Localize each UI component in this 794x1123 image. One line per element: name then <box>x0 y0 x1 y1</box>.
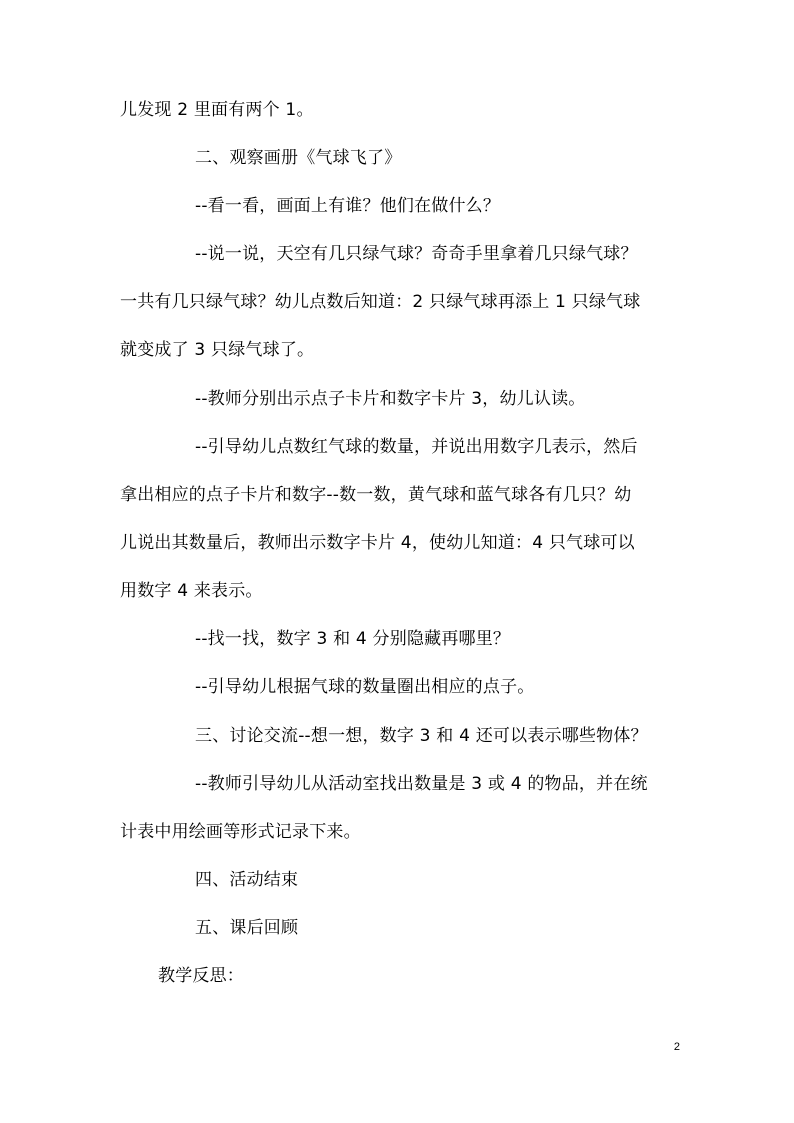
text-line-record: 计表中用绘画等形式记录下来。 <box>120 822 361 842</box>
text-line-1: 儿发现 2 里面有两个 1。 <box>120 100 314 120</box>
text-line-yellow-blue: 拿出相应的点子卡片和数字--数一数，黄气球和蓝气球各有几只？幼 <box>120 485 632 505</box>
text-line-say: --说一说，天空有几只绿气球？奇奇手里拿着几只绿气球？ <box>195 244 638 264</box>
text-line-classroom: --教师引导幼儿从活动室找出数量是 3 或 4 的物品，并在统 <box>195 774 648 794</box>
text-line-total-count: 一共有几只绿气球？幼儿点数后知道：2 只绿气球再添上 1 只绿气球 <box>120 292 641 312</box>
text-line-circle-dots: --引导幼儿根据气球的数量圈出相应的点子。 <box>195 677 535 697</box>
section-heading-discussion: 三、讨论交流--想一想，数字 3 和 4 还可以表示哪些物体？ <box>195 726 648 746</box>
text-line-find: --找一找，数字 3 和 4 分别隐藏再哪里？ <box>195 629 511 649</box>
section-heading-observe-album: 二、观察画册《气球飞了》 <box>195 148 402 168</box>
teaching-reflection-heading: 教学反思： <box>158 966 244 986</box>
section-heading-end-activity: 四、活动结束 <box>195 870 299 890</box>
text-line-represent-four: 用数字 4 来表示。 <box>120 581 263 601</box>
text-line-card-four: 儿说出其数量后，教师出示数字卡片 4，使幼儿知道：4 只气球可以 <box>120 533 635 553</box>
text-line-look: --看一看，画面上有谁？他们在做什么？ <box>195 196 501 216</box>
text-line-three-balloons: 就变成了 3 只绿气球了。 <box>120 340 315 360</box>
text-line-count-red: --引导幼儿点数红气球的数量，并说出用数字几表示，然后 <box>195 437 638 457</box>
section-heading-review: 五、课后回顾 <box>195 918 299 938</box>
page-number: 2 <box>673 1041 680 1053</box>
text-line-show-cards: --教师分别出示点子卡片和数字卡片 3，幼儿认读。 <box>195 389 586 409</box>
